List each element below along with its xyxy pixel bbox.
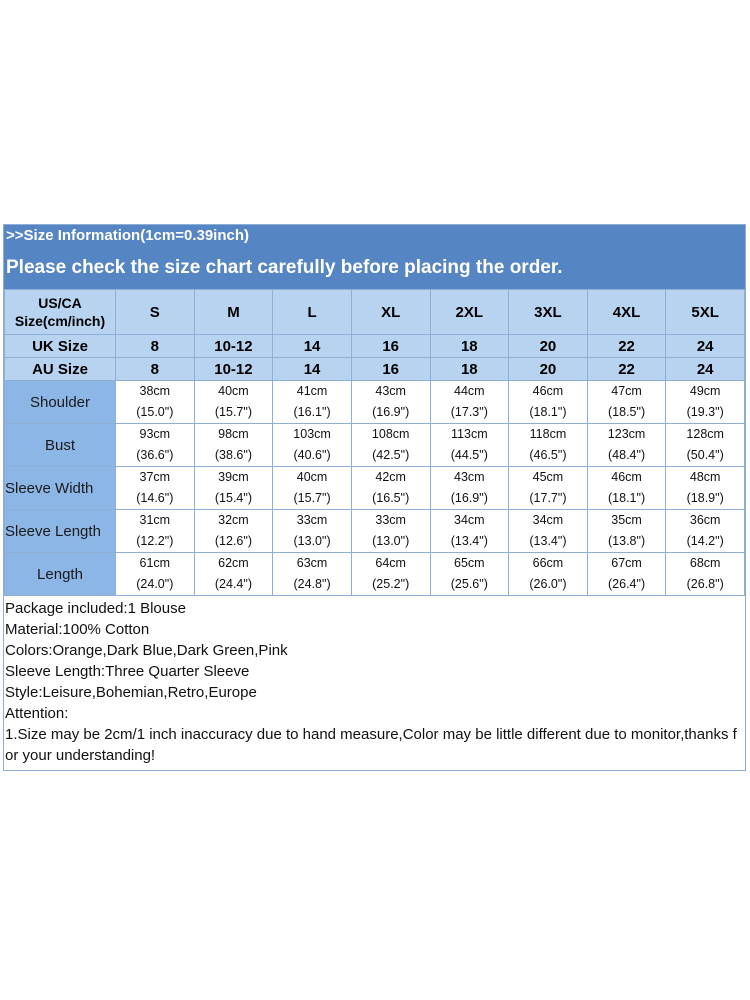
inch-value: (25.6")	[450, 577, 488, 591]
measurement-cell	[509, 424, 588, 467]
au-size-row	[5, 358, 745, 381]
cm-value: 63cm	[296, 556, 328, 570]
us-ca-size-label	[5, 290, 116, 335]
measurement-label: Length	[5, 553, 116, 596]
measurement-cell	[194, 467, 273, 510]
cm-value: 62cm	[218, 556, 249, 570]
inch-value: (26.8")	[686, 577, 724, 591]
inch-value: (38.6")	[214, 448, 252, 462]
size-cell: 22	[587, 335, 666, 358]
measurement-cell	[509, 510, 588, 553]
measurement-cell	[116, 553, 195, 596]
cm-value: 34cm	[454, 513, 485, 527]
size-cell: 14	[273, 335, 352, 358]
style-note: Style:Leisure,Bohemian,Retro,Europe	[5, 684, 257, 701]
inch-value: (18.1")	[608, 491, 646, 505]
measurement-cell	[587, 467, 666, 510]
cm-value: 113cm	[451, 427, 488, 441]
cm-value: 108cm	[371, 427, 410, 441]
size-header-cell: S	[116, 290, 195, 335]
measurement-cell	[351, 553, 430, 596]
inch-value: (19.3")	[686, 405, 724, 419]
size-cell: 8	[116, 358, 195, 381]
cm-value: 61cm	[139, 556, 171, 570]
measurement-cell	[509, 467, 588, 510]
inch-value: (24.8")	[293, 577, 331, 591]
inch-value: (16.9")	[372, 405, 410, 419]
product-notes	[4, 596, 745, 770]
inch-value: (13.0")	[293, 534, 331, 548]
inch-value: (24.4")	[214, 577, 252, 591]
inch-value: (18.9")	[686, 491, 724, 505]
cm-value: 41cm	[296, 384, 328, 398]
size-cell: 22	[587, 358, 666, 381]
measurement-label: Sleeve Width	[5, 467, 116, 510]
size-table	[4, 289, 745, 596]
measurement-row	[5, 381, 745, 424]
us-ca-label: US/CA	[38, 295, 82, 311]
measurement-cell	[351, 467, 430, 510]
inch-value: (16.5")	[372, 491, 410, 505]
inch-value: (46.5")	[529, 448, 567, 462]
cm-value: 33cm	[296, 513, 328, 527]
package-note: Package included:1 Blouse	[5, 600, 186, 617]
size-cell: 20	[509, 335, 588, 358]
measurement-cell	[194, 424, 273, 467]
size-header-cell: 3XL	[509, 290, 588, 335]
measurement-cell	[273, 381, 352, 424]
inch-value: (42.5")	[372, 448, 410, 462]
cm-value: 40cm	[218, 384, 249, 398]
measurement-cell	[666, 381, 745, 424]
measurement-cell	[430, 424, 509, 467]
cm-value: 123cm	[607, 427, 646, 441]
cm-value: 37cm	[139, 470, 171, 484]
cm-value: 45cm	[532, 470, 564, 484]
measurement-cell	[587, 510, 666, 553]
cm-value: 47cm	[611, 384, 642, 398]
measurement-cell	[587, 381, 666, 424]
sleeve-length-note: Sleeve Length:Three Quarter Sleeve	[5, 663, 250, 680]
cm-value: 93cm	[139, 427, 171, 441]
measurement-label: Sleeve Length	[5, 510, 116, 553]
measurement-cell	[509, 381, 588, 424]
measurement-cell	[430, 510, 509, 553]
inch-value: (17.7")	[529, 491, 567, 505]
inch-value: (48.4")	[608, 448, 646, 462]
inch-value: (12.6")	[214, 534, 252, 548]
inch-value: (15.7")	[214, 405, 252, 419]
measurement-row	[5, 467, 745, 510]
uk-size-label: UK Size	[5, 335, 116, 358]
inch-value: (50.4")	[686, 448, 724, 462]
measurement-cell	[666, 510, 745, 553]
cm-value: 65cm	[454, 556, 485, 570]
measurement-cell	[587, 424, 666, 467]
cm-value: 31cm	[139, 513, 171, 527]
measurement-cell	[116, 381, 195, 424]
measurement-cell	[351, 510, 430, 553]
measurement-cell	[351, 424, 430, 467]
measurement-cell	[273, 467, 352, 510]
cm-value: 49cm	[689, 384, 721, 398]
cm-value: 66cm	[532, 556, 564, 570]
size-header-row	[5, 290, 745, 335]
measurement-cell	[194, 381, 273, 424]
cm-value: 43cm	[454, 470, 485, 484]
cm-value: 32cm	[218, 513, 249, 527]
measurement-cell	[273, 424, 352, 467]
attention-note: 1.Size may be 2cm/1 inch inaccuracy due to hand measure,Color may be little different due to monitor,thanks for your understanding!	[5, 726, 737, 764]
inch-value: (24.0")	[136, 577, 174, 591]
inch-value: (13.4")	[529, 534, 567, 548]
cm-value: 128cm	[686, 427, 724, 441]
inch-value: (25.2")	[372, 577, 410, 591]
size-cell: 16	[351, 335, 430, 358]
cm-value: 43cm	[375, 384, 406, 398]
cm-value: 39cm	[218, 470, 249, 484]
size-cell: 8	[116, 335, 195, 358]
inch-value: (13.4")	[450, 534, 488, 548]
banner	[4, 225, 745, 289]
inch-value: (40.6")	[293, 448, 331, 462]
cm-value: 48cm	[689, 470, 721, 484]
size-unit-label: Size(cm/inch)	[14, 313, 106, 329]
inch-value: (14.6")	[136, 491, 174, 505]
size-cell: 14	[273, 358, 352, 381]
size-header-cell: 4XL	[587, 290, 666, 335]
cm-value: 42cm	[375, 470, 406, 484]
measurement-cell	[194, 510, 273, 553]
size-information-heading: >>Size Information(1cm=0.39inch)	[6, 227, 249, 244]
cm-value: 46cm	[611, 470, 642, 484]
inch-value: (26.0")	[529, 577, 567, 591]
measurement-cell	[273, 510, 352, 553]
inch-value: (15.4")	[214, 491, 252, 505]
inch-value: (13.8")	[608, 534, 646, 548]
inch-value: (17.3")	[450, 405, 488, 419]
measurement-cell	[116, 510, 195, 553]
measurement-cell	[587, 553, 666, 596]
size-cell: 10-12	[194, 335, 273, 358]
inch-value: (44.5")	[450, 448, 488, 462]
cm-value: 103cm	[293, 427, 331, 441]
inch-value: (18.5")	[608, 405, 646, 419]
measurement-cell	[666, 467, 745, 510]
measurement-row	[5, 510, 745, 553]
cm-value: 118cm	[529, 427, 567, 441]
size-chart-notice: Please check the size chart carefully before placing the order.	[6, 257, 563, 278]
measurement-row	[5, 424, 745, 467]
size-cell: 18	[430, 335, 509, 358]
attention-heading: Attention:	[5, 705, 69, 722]
inch-value: (15.0")	[136, 405, 174, 419]
inch-value: (14.2")	[686, 534, 724, 548]
inch-value: (15.7")	[293, 491, 331, 505]
cm-value: 64cm	[375, 556, 406, 570]
size-cell: 20	[509, 358, 588, 381]
cm-value: 33cm	[375, 513, 406, 527]
size-header-cell: 5XL	[666, 290, 745, 335]
measurement-cell	[666, 553, 745, 596]
size-cell: 24	[666, 358, 745, 381]
measurement-row	[5, 553, 745, 596]
measurement-cell	[116, 467, 195, 510]
size-header-cell: L	[273, 290, 352, 335]
cm-value: 34cm	[532, 513, 564, 527]
measurement-label: Bust	[5, 424, 116, 467]
measurement-cell	[116, 424, 195, 467]
measurement-cell	[666, 424, 745, 467]
measurement-cell	[509, 553, 588, 596]
size-cell: 24	[666, 335, 745, 358]
cm-value: 67cm	[611, 556, 642, 570]
measurement-cell	[430, 553, 509, 596]
cm-value: 44cm	[454, 384, 485, 398]
inch-value: (12.2")	[136, 534, 174, 548]
measurement-cell	[351, 381, 430, 424]
material-note: Material:100% Cotton	[5, 621, 150, 638]
colors-note: Colors:Orange,Dark Blue,Dark Green,Pink	[5, 642, 288, 659]
measurement-cell	[430, 381, 509, 424]
size-cell: 18	[430, 358, 509, 381]
size-chart	[3, 224, 746, 771]
cm-value: 40cm	[296, 470, 328, 484]
measurement-cell	[273, 553, 352, 596]
cm-value: 68cm	[689, 556, 721, 570]
size-cell: 16	[351, 358, 430, 381]
cm-value: 98cm	[218, 427, 249, 441]
cm-value: 46cm	[532, 384, 564, 398]
inch-value: (26.4")	[608, 577, 646, 591]
size-cell: 10-12	[194, 358, 273, 381]
cm-value: 38cm	[139, 384, 171, 398]
inch-value: (18.1")	[529, 405, 567, 419]
measurement-cell	[430, 467, 509, 510]
size-header-cell: M	[194, 290, 273, 335]
size-header-cell: XL	[351, 290, 430, 335]
size-header-cell: 2XL	[430, 290, 509, 335]
inch-value: (16.1")	[293, 405, 331, 419]
inch-value: (16.9")	[450, 491, 488, 505]
cm-value: 35cm	[611, 513, 642, 527]
uk-size-row	[5, 335, 745, 358]
inch-value: (36.6")	[136, 448, 174, 462]
measurement-label: Shoulder	[5, 381, 116, 424]
measurement-cell	[194, 553, 273, 596]
inch-value: (13.0")	[372, 534, 410, 548]
au-size-label: AU Size	[5, 358, 116, 381]
cm-value: 36cm	[689, 513, 721, 527]
